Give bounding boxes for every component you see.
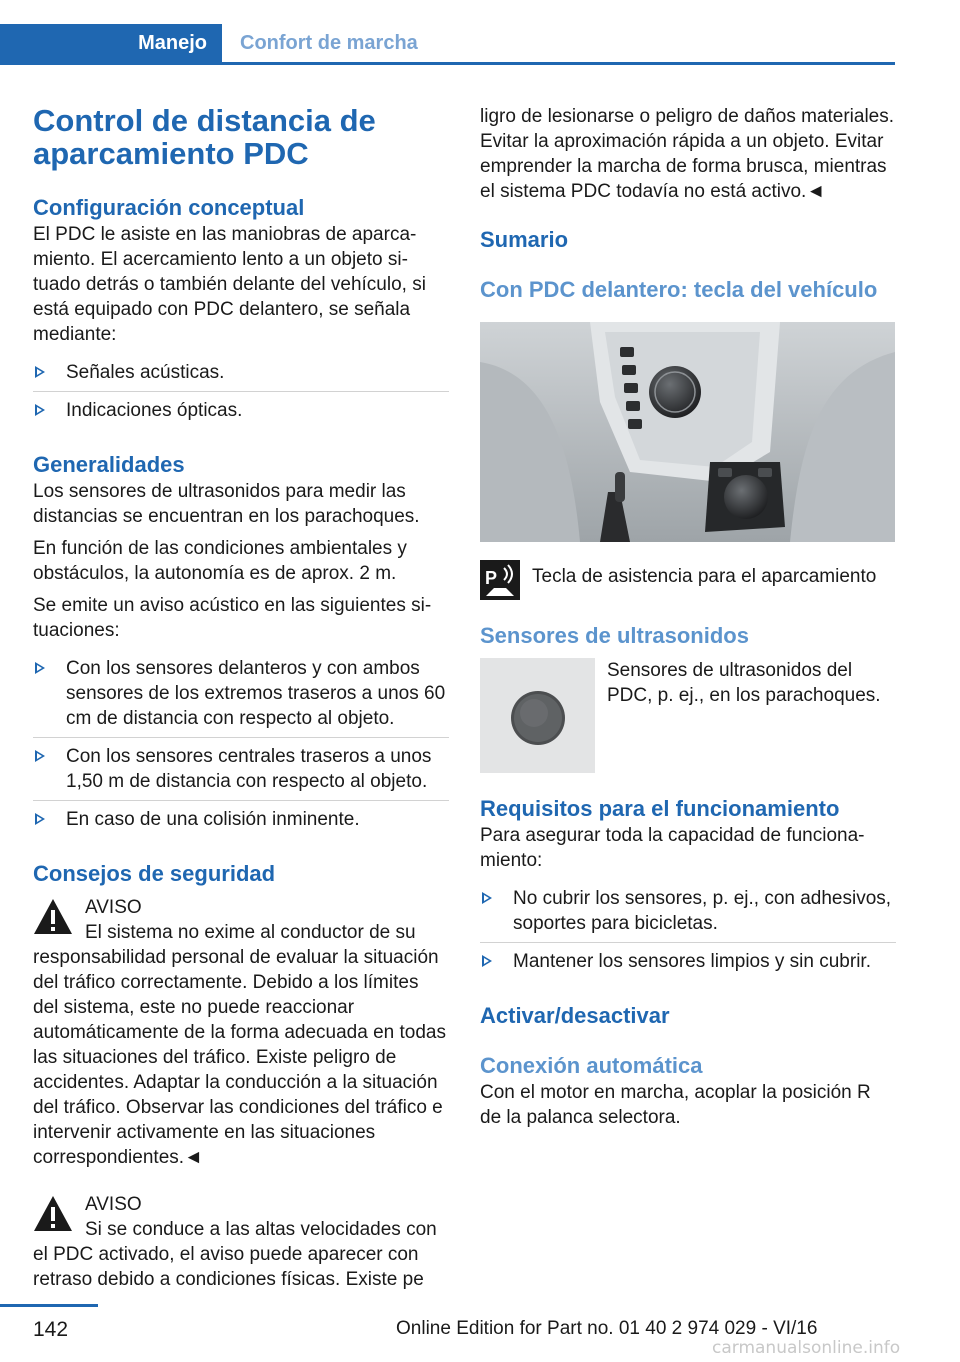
list-item: Señales acústicas. bbox=[33, 354, 449, 392]
auto-text: Con el motor en marcha, acoplar la posición R de la palanca selectora. bbox=[480, 1082, 871, 1128]
warning-triangle-icon bbox=[33, 1194, 73, 1234]
list-item: Con los sensores delanteros y con ambos sensores de los extremos traseros a unos 60 cm de distancia con respecto al objeto. bbox=[33, 650, 449, 738]
footer-rule bbox=[0, 1304, 98, 1307]
warning-label: AVISO bbox=[85, 1194, 142, 1215]
left-column bbox=[33, 104, 449, 1292]
center-console-photo bbox=[480, 322, 895, 542]
warning-block-1 bbox=[33, 895, 449, 1170]
page-number: 142 bbox=[33, 1318, 69, 1341]
bullet-triangle-icon bbox=[35, 366, 45, 378]
bullet-triangle-icon bbox=[35, 404, 45, 416]
watermark: carmanualsonline.info bbox=[712, 1338, 901, 1358]
bullet-triangle-icon bbox=[482, 955, 492, 967]
list-item: En caso de una colisión inminente. bbox=[33, 801, 449, 838]
summary-heading: Sumario bbox=[480, 227, 569, 252]
general-bullets bbox=[33, 650, 449, 838]
list-item: Indicaciones ópticas. bbox=[33, 392, 449, 429]
front-pdc-heading: Con PDC delantero: tecla del vehículo bbox=[480, 277, 878, 302]
general-p3: Se emite un aviso acústico en las siguientes situaciones: bbox=[33, 595, 432, 641]
bullet-triangle-icon bbox=[35, 662, 45, 674]
subsection-tab[interactable]: Confort de marcha bbox=[240, 31, 418, 54]
concept-bullets bbox=[33, 354, 449, 429]
safety-heading: Consejos de seguridad bbox=[33, 861, 276, 886]
warning-text: El sistema no exime al conductor de su responsabilidad personal de evaluar la situación del tráfico correctamente. Debido a los límites del sistema, este no puede reaccionar automáticamente de la forma adecuada en todas las situaciones del tráfico. Existe peligro de accidentes. Adaptar la conducción a la situación del tráfico. Observar las condiciones del tráfico e intervenir activamente en las situaciones correspondientes.◄ bbox=[33, 922, 446, 1168]
requirements-text: Para asegurar toda la capacidad de funcionamiento: bbox=[480, 825, 865, 871]
svg-text:P: P bbox=[485, 568, 498, 588]
edition-note: Online Edition for Part no. 01 40 2 974 029 - VI/16 bbox=[396, 1318, 818, 1339]
right-column bbox=[480, 104, 896, 1130]
page-title: Control de distancia de aparcamiento PDC bbox=[33, 103, 376, 171]
auto-heading: Conexión automática bbox=[480, 1053, 703, 1078]
header-bar bbox=[0, 24, 895, 65]
warning-block-2 bbox=[33, 1192, 449, 1292]
warning-text: Si se conduce a las altas velocidades con el PDC activado, el aviso puede aparecer con retraso debido a condiciones físicas. Existe pe bbox=[33, 1219, 437, 1290]
bullet-triangle-icon bbox=[35, 750, 45, 762]
concept-heading: Configuración conceptual bbox=[33, 195, 305, 220]
section-tab[interactable]: Manejo bbox=[0, 24, 222, 62]
bullet-triangle-icon bbox=[482, 892, 492, 904]
parking-assist-icon bbox=[480, 560, 520, 600]
warning-label: AVISO bbox=[85, 897, 142, 918]
requirements-bullets bbox=[480, 880, 896, 980]
bullet-triangle-icon bbox=[35, 813, 45, 825]
list-item: Con los sensores centrales traseros a unos 1,50 m de distancia con respecto al objeto. bbox=[33, 738, 449, 801]
general-p1: Los sensores de ultrasonidos para medir las distancias se encuentran en los parachoques. bbox=[33, 481, 420, 527]
sensors-text: Sensores de ultrasonidos del PDC, p. ej., en los parachoques. bbox=[607, 660, 881, 706]
caption-row bbox=[480, 560, 896, 600]
activate-heading: Activar/desactivar bbox=[480, 1003, 670, 1028]
ultrasonic-sensor-image bbox=[480, 658, 595, 773]
general-p2: En función de las condiciones ambientales y obstáculos, la autonomía es de aprox. 2 m. bbox=[33, 538, 407, 584]
general-heading: Generalidades bbox=[33, 452, 185, 477]
concept-text: El PDC le asiste en las maniobras de aparcamiento. El acercamiento lento a un objeto situado detrás o también delante del vehículo, si está equipado con PDC delantero, se señala mediante: bbox=[33, 224, 426, 345]
list-item: Mantener los sensores limpios y sin cubrir. bbox=[480, 943, 896, 980]
sensor-row bbox=[480, 658, 896, 773]
list-item: No cubrir los sensores, p. ej., con adhesivos, soportes para bicicletas. bbox=[480, 880, 896, 943]
button-caption: Tecla de asistencia para el aparcamiento bbox=[532, 566, 877, 587]
continuation-text: ligro de lesionarse o peligro de daños materiales. Evitar la aproximación rápida a un objeto. Evitar emprender la marcha de forma brusca, mientras el sistema PDC todavía no está activo.◄ bbox=[480, 106, 895, 202]
sensors-heading: Sensores de ultrasonidos bbox=[480, 623, 749, 648]
warning-triangle-icon bbox=[33, 897, 73, 937]
requirements-heading: Requisitos para el funcionamiento bbox=[480, 796, 840, 821]
